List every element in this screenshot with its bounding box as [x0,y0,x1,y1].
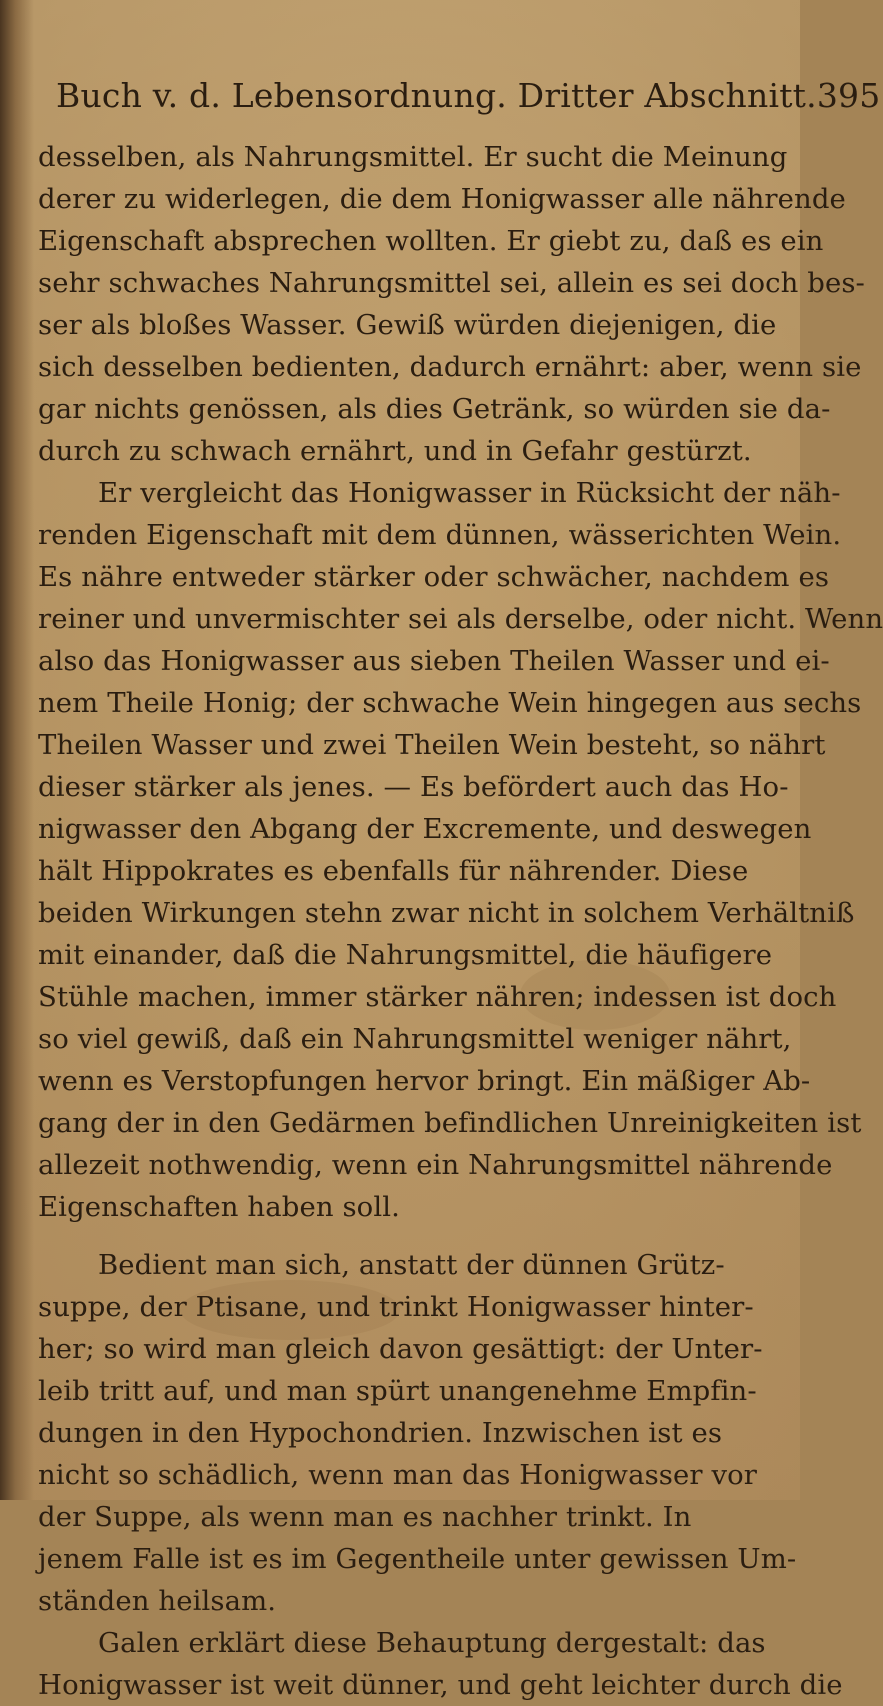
text-line: dungen in den Hypochondrien. Inzwischen ist es [38,1417,723,1449]
paragraph [38,472,883,1228]
running-header [56,68,881,124]
text-line: sich desselben bedienten, dadurch ernährt: aber, wenn sie [38,351,862,383]
text-line: wenn es Verstopfungen hervor bringt. Ein mäßiger Ab- [38,1065,811,1097]
text-line: her; so wird man gleich davon gesättigt: der Unter- [38,1333,763,1365]
text-line: renden Eigenschaft mit dem dünnen, wässerichten Wein. [38,519,842,551]
text-line: Eigenschaften haben soll. [38,1191,400,1223]
text-line: hält Hippokrates es ebenfalls für nährender. Diese [38,855,749,887]
text-line: jenem Falle ist es im Gegentheile unter gewissen Um- [38,1543,797,1575]
text-line: Stühle machen, immer stärker nähren; indessen ist doch [38,981,837,1013]
text-line: Es nähre entweder stärker oder schwächer, nachdem es [38,561,830,593]
text-line: desselben, als Nahrungsmittel. Er sucht die Meinung [38,141,788,173]
text-line: mit einander, daß die Nahrungsmittel, die häufigere [38,939,773,971]
page-number: 395 [816,76,881,115]
text-line: dieser stärker als jenes. — Es befördert auch das Ho- [38,771,789,803]
paragraph [38,1244,797,1622]
text-line: nicht so schädlich, wenn man das Honigwasser vor [38,1459,757,1491]
running-title: Buch v. d. Lebensordnung. Dritter Abschnitt. [56,76,817,115]
body-text [38,136,883,1706]
text-line: Theilen Wasser und zwei Theilen Wein besteht, so nährt [38,729,826,761]
text-line: gang der in den Gedärmen befindlichen Unreinigkeiten ist [38,1107,862,1139]
text-line: Er vergleicht das Honigwasser in Rücksicht der näh- [98,477,841,509]
text-line: nem Theile Honig; der schwache Wein hingegen aus sechs [38,687,862,719]
text-line: reiner und unvermischter sei als derselbe, oder nicht. Wenn [38,603,883,635]
text-line: ser als bloßes Wasser. Gewiß würden diejenigen, die [38,309,777,341]
text-line: gar nichts genössen, als dies Getränk, so würden sie da- [38,393,831,425]
text-line: Eigenschaft absprechen wollten. Er giebt zu, daß es ein [38,225,824,257]
text-line: derer zu widerlegen, die dem Honigwasser alle nährende [38,183,846,215]
text-line: Galen erklärt diese Behauptung dergestalt: das [98,1627,766,1659]
text-line: also das Honigwasser aus sieben Theilen Wasser und ei- [38,645,830,677]
paragraph-gap [38,1228,718,1244]
text-line: der Suppe, als wenn man es nachher trinkt. In [38,1501,692,1533]
text-line: suppe, der Ptisane, und trinkt Honigwasser hinter- [38,1291,754,1323]
text-line: sehr schwaches Nahrungsmittel sei, allein es sei doch bes- [38,267,865,299]
text-line: ständen heilsam. [38,1585,277,1617]
text-line: durch zu schwach ernährt, und in Gefahr gestürzt. [38,435,752,467]
text-line: so viel gewiß, daß ein Nahrungsmittel weniger nährt, [38,1023,792,1055]
text-line: Honigwasser ist weit dünner, und geht leichter durch die [38,1669,843,1701]
paragraph [38,1622,843,1706]
paragraph [38,136,865,472]
text-line: allezeit nothwendig, wenn ein Nahrungsmittel nährende [38,1149,833,1181]
text-line: Bedient man sich, anstatt der dünnen Grütz- [98,1249,725,1281]
text-line: leib tritt auf, und man spürt unangenehme Empfin- [38,1375,757,1407]
text-line: beiden Wirkungen stehn zwar nicht in solchem Verhältniß [38,897,855,929]
text-line: nigwasser den Abgang der Excremente, und deswegen [38,813,812,845]
page-binding-shadow [0,0,34,1500]
